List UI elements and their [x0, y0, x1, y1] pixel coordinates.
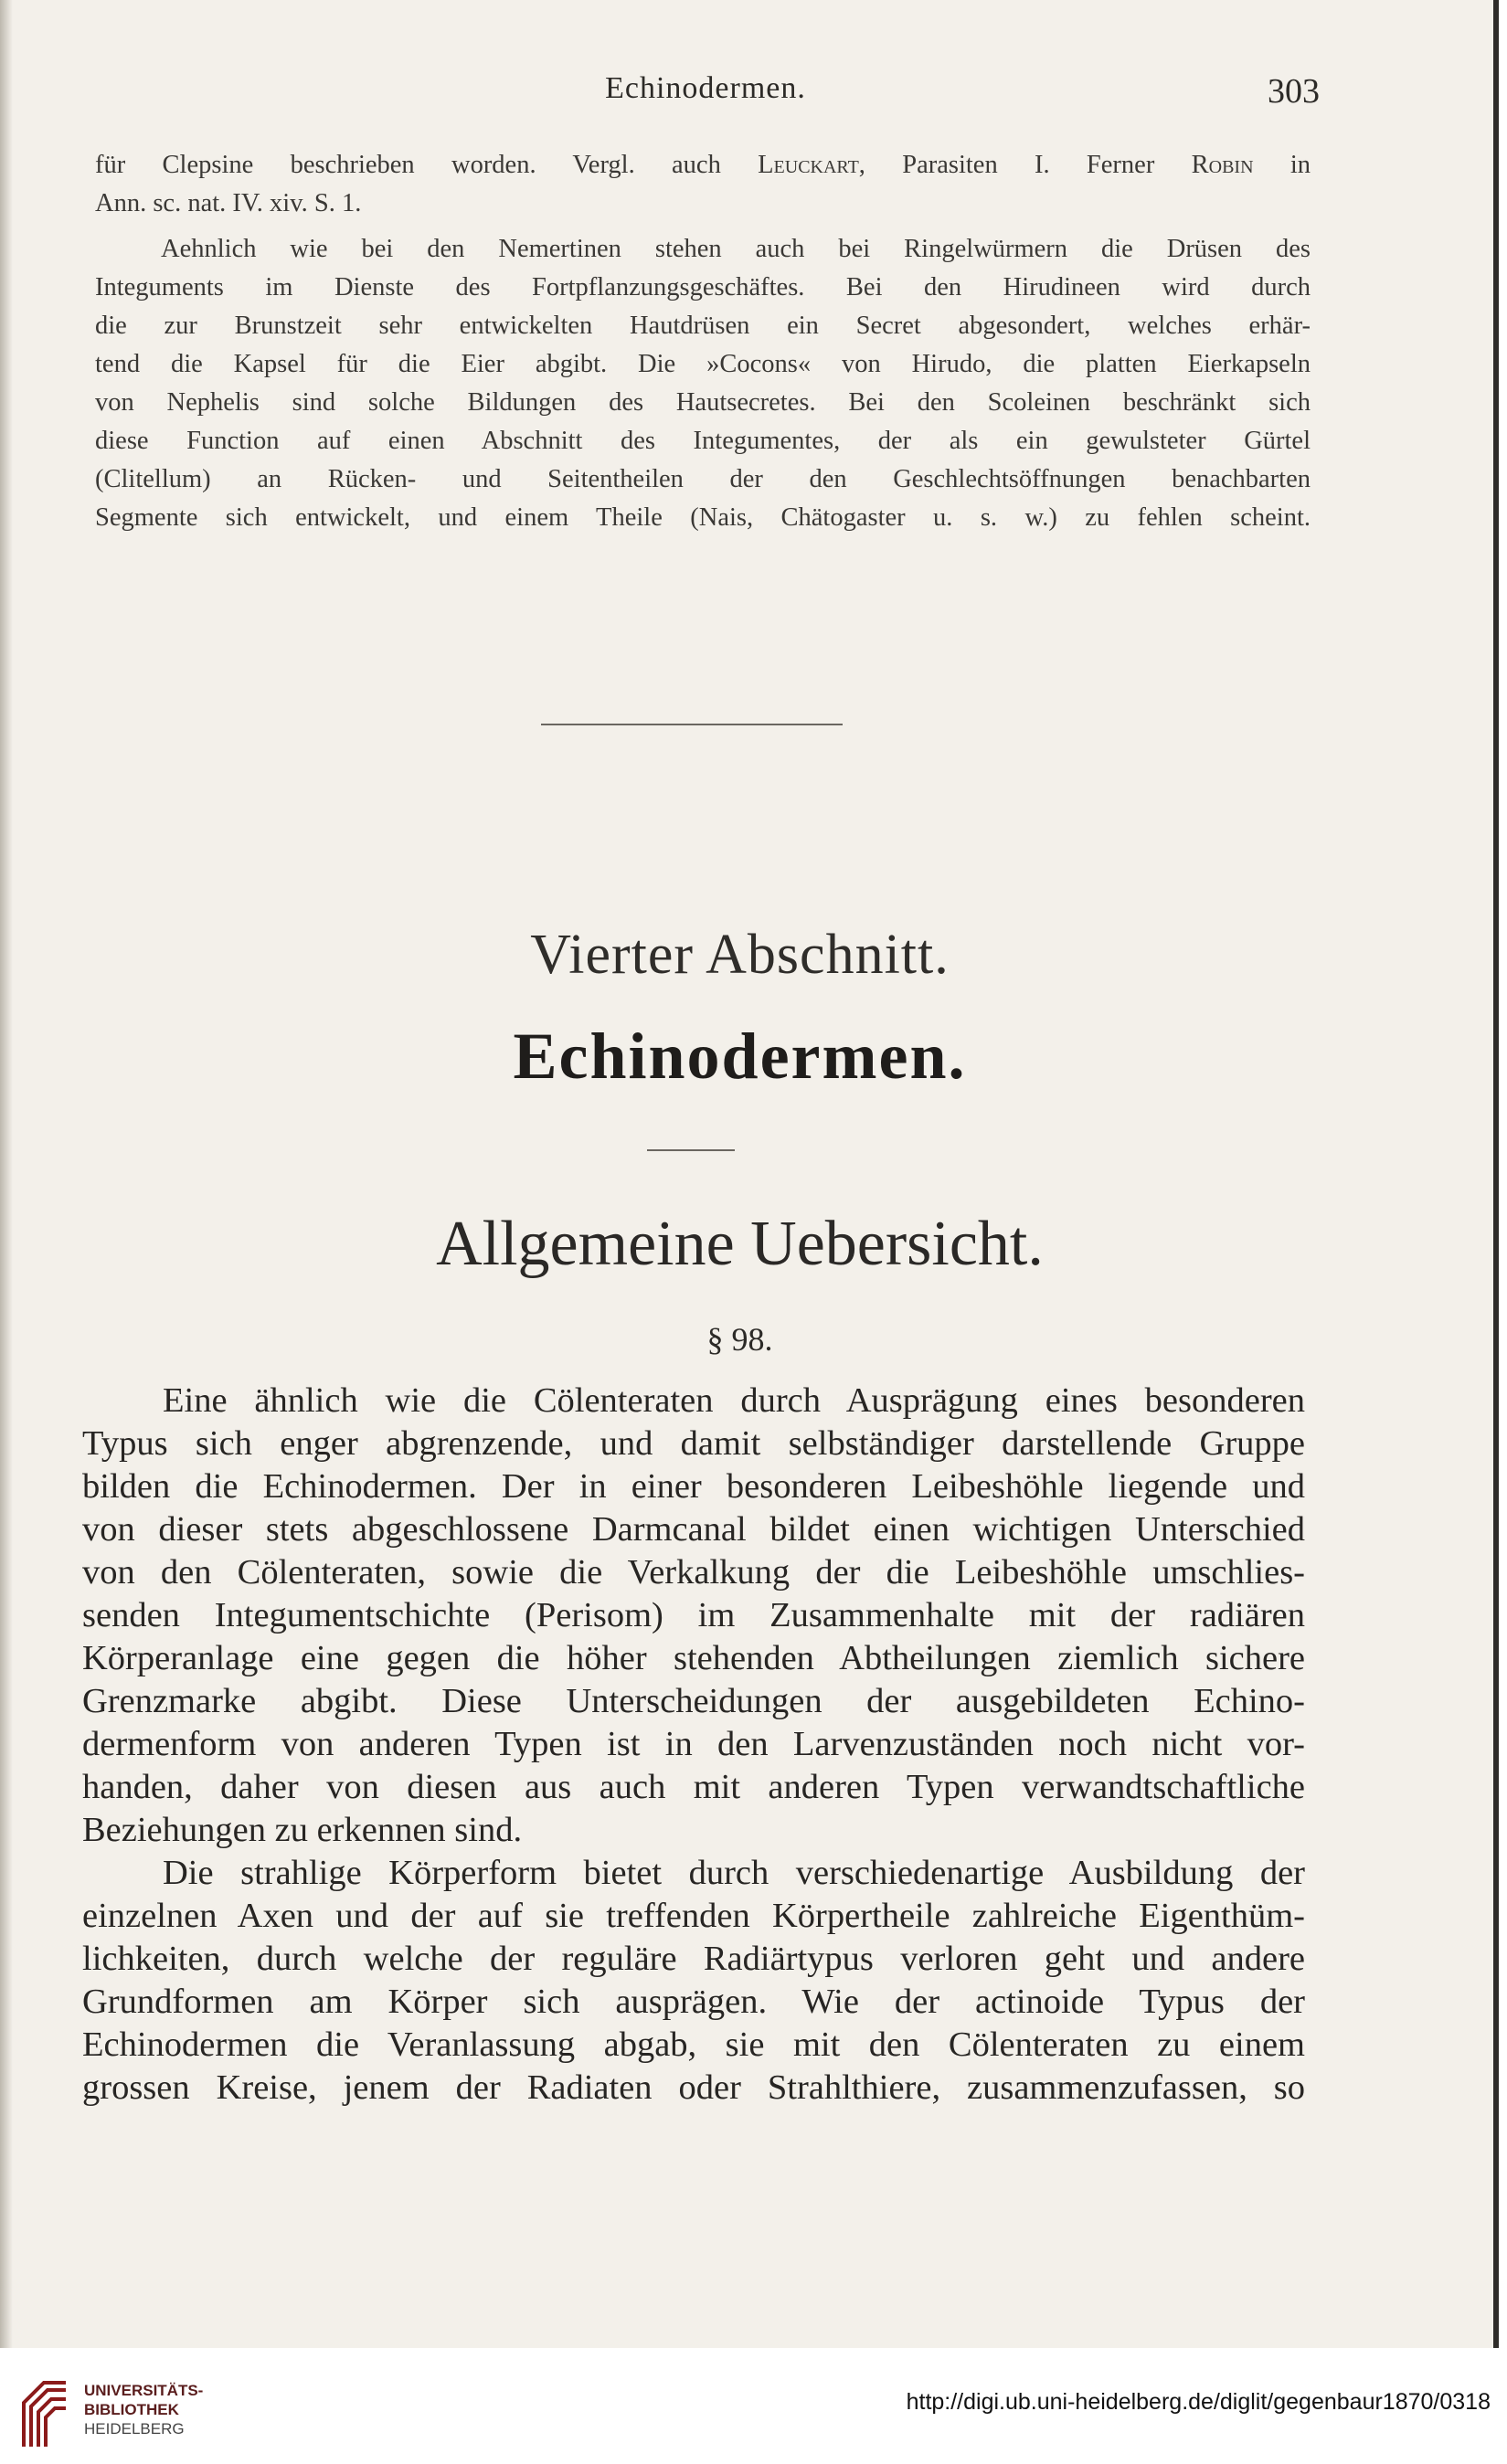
text-line: lichkeiten, durch welche der reguläre Radiärtypus verloren geht und andere: [82, 1940, 1305, 1978]
text-line: Segmente sich entwickelt, und einem Theile (Nais, Chätogaster u. s. w.) zu fehlen scheint.: [95, 503, 1311, 532]
text-line: diese Function auf einen Abschnitt des Integumentes, der als ein gewulsteter Gürtel: [95, 427, 1311, 455]
text-line: Die strahlige Körperform bietet durch verschiedenartige Ausbildung der: [163, 1854, 1305, 1892]
page-edge-shadow: [0, 0, 13, 2348]
page-number: 303: [1268, 72, 1320, 111]
body-text: [82, 1380, 1305, 2110]
running-header: [91, 71, 1320, 117]
library-logo-icon: [16, 2375, 73, 2452]
text-line: Körperanlage eine gegen die höher stehenden Abtheilungen ziemlich sichere: [82, 1639, 1305, 1677]
text-line: bilden die Echinodermen. Der in einer besonderen Leibeshöhle liegende und: [82, 1467, 1305, 1506]
text-line: Grundformen am Körper sich ausprägen. Wie der actinoide Typus der: [82, 1983, 1305, 2021]
small-paragraph: [95, 230, 1311, 537]
text-line: handen, daher von diesen aus auch mit anderen Typen verwandtschaftliche: [82, 1768, 1305, 1806]
text-line: einzelnen Axen und der auf sie treffenden Körpertheile zahlreiche Eigenthüm-: [82, 1897, 1305, 1935]
title-divider: [647, 1149, 735, 1151]
section-label: Vierter Abschnitt.: [530, 924, 950, 986]
text-line: Ann. sc. nat. IV. xiv. S. 1.: [95, 189, 362, 217]
section-divider: [541, 724, 843, 725]
viewer-footer: [0, 2348, 1507, 2464]
text-line: Aehnlich wie bei den Nemertinen stehen auch bei Ringelwürmern die Drüsen des: [161, 235, 1311, 263]
text-line: die zur Brunstzeit sehr entwickelten Hautdrüsen ein Secret abgesondert, welches erhär-: [95, 312, 1311, 340]
text-line: Grenzmarke abgibt. Diese Unterscheidungen der ausgebildeten Echino-: [82, 1682, 1305, 1720]
text-line: tend die Kapsel für die Eier abgibt. Die »Cocons« von Hirudo, die platten Eierkapseln: [95, 350, 1311, 378]
text-line: dermenform von anderen Typen ist in den Larvenzuständen noch nicht vor-: [82, 1725, 1305, 1763]
source-url-link[interactable]: http://digi.ub.uni-heidelberg.de/diglit/gegenbaur1870/0318: [906, 2389, 1491, 2415]
text-line: für Clepsine beschrieben worden. Vergl. auch Leuckart, Parasiten I. Ferner Robin in: [95, 151, 1311, 179]
text-line: von Nephelis sind solche Bildungen des Hautsecretes. Bei den Scoleinen beschränkt sich: [95, 388, 1311, 417]
paragraph-number: § 98.: [706, 1321, 773, 1358]
text-line: senden Integumentschichte (Perisom) im Zusammenhalte mit der radiären: [82, 1596, 1305, 1634]
text-line: Beziehungen zu erkennen sind.: [82, 1811, 523, 1849]
text-line: Echinodermen die Veranlassung abgab, sie mit den Cölenteraten zu einem: [82, 2025, 1305, 2064]
overview-heading: Allgemeine Uebersicht.: [436, 1209, 1044, 1279]
library-name: UNIVERSITÄTS- BIBLIOTHEK HEIDELBERG: [84, 2382, 204, 2438]
text-line: Typus sich enger abgrenzende, und damit selbständiger darstellende Gruppe: [82, 1424, 1305, 1463]
running-title: Echinodermen.: [605, 71, 806, 105]
section-title: Echinodermen.: [513, 1020, 967, 1093]
text-line: von den Cölenteraten, sowie die Verkalkung der die Leibeshöhle umschlies-: [82, 1553, 1305, 1592]
text-line: von dieser stets abgeschlossene Darmcanal bildet einen wichtigen Unterschied: [82, 1510, 1305, 1549]
text-line: Eine ähnlich wie die Cölenteraten durch Ausprägung eines besonderen: [163, 1381, 1305, 1420]
text-line: grossen Kreise, jenem der Radiaten oder Strahlthiere, zusammenzufassen, so: [82, 2068, 1305, 2107]
text-line: (Clitellum) an Rücken- und Seitentheilen der den Geschlechtsöffnungen benachbarten: [95, 465, 1311, 493]
text-line: Integuments im Dienste des Fortpflanzungsgeschäftes. Bei den Hirudineen wird durch: [95, 273, 1311, 301]
footnote-continuation: [95, 146, 1311, 223]
